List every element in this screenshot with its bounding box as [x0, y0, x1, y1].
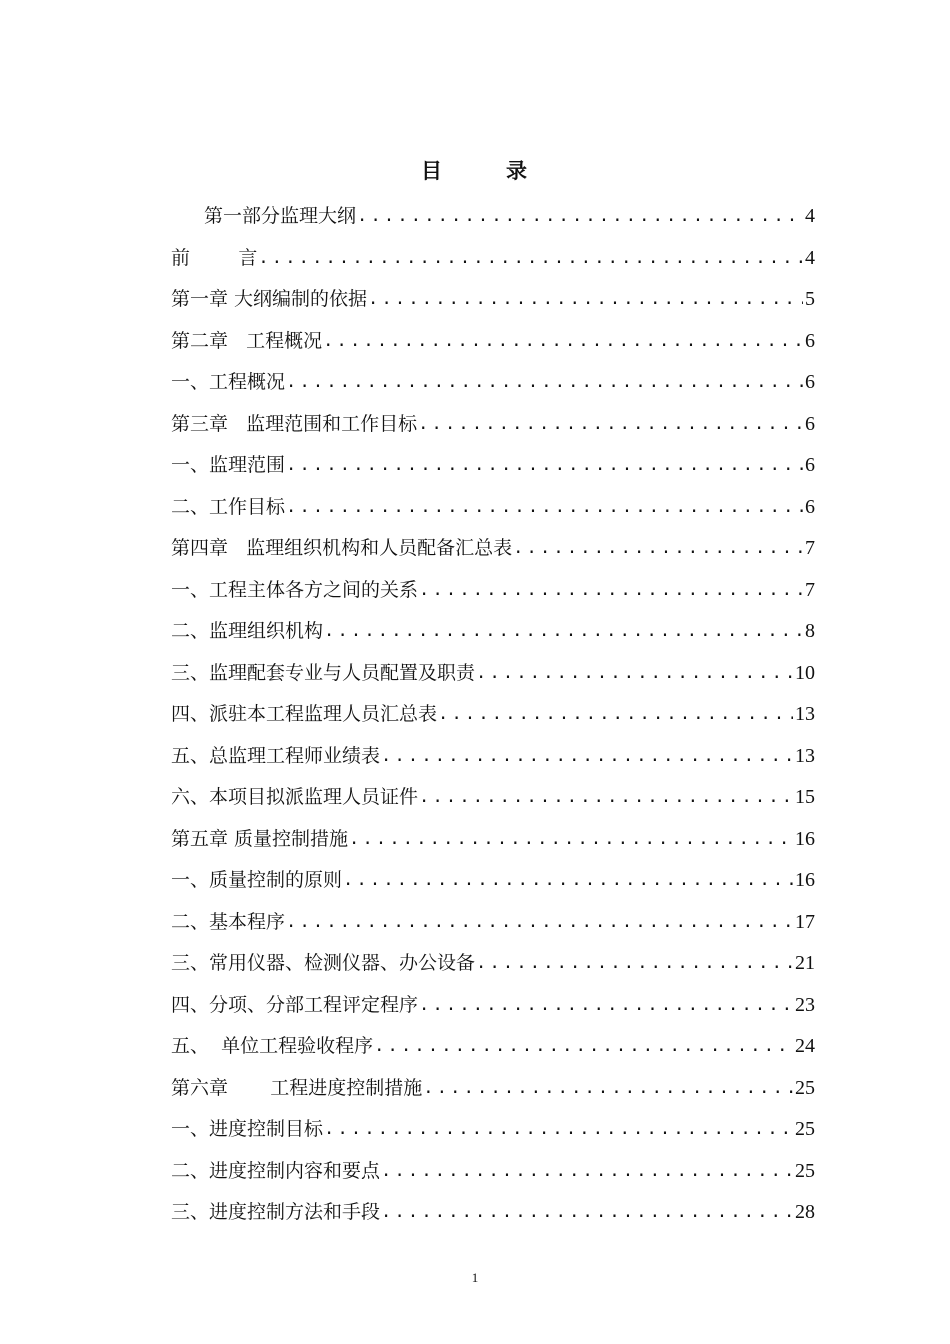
toc-entry[interactable] — [171, 860, 815, 902]
toc-entry[interactable] — [171, 404, 815, 446]
toc-entry-title: 一、工程概况 — [171, 371, 286, 393]
toc-entry-page-number: 4 — [805, 205, 815, 227]
toc-entry-page-number: 6 — [805, 371, 815, 393]
toc-entry[interactable] — [171, 1109, 815, 1151]
toc-entry-title: 三、常用仪器、检测仪器、办公设备 — [171, 952, 476, 974]
toc-entry-title: 六、本项目拟派监理人员证件 — [171, 786, 419, 808]
toc-entry-page-number: 6 — [805, 412, 815, 435]
toc-entry-page-number: 25 — [795, 1076, 815, 1099]
toc-entry-title: 一、工程主体各方之间的关系 — [171, 578, 419, 601]
toc-entry-page-number: 7 — [805, 537, 815, 559]
toc-dot-leader — [419, 985, 793, 1027]
toc-entry-title: 四、分项、分部工程评定程序 — [171, 993, 419, 1016]
toc-dot-leader — [258, 238, 803, 280]
toc-dot-leader — [381, 1192, 793, 1234]
toc-entry-page-number: 21 — [795, 952, 815, 974]
toc-entry-page-number: 28 — [795, 1201, 815, 1223]
toc-entry-title: 第一章 大纲编制的依据 — [171, 288, 368, 310]
toc-entry[interactable] — [171, 321, 815, 363]
toc-entry-page-number: 15 — [795, 786, 815, 808]
toc-entry[interactable] — [171, 694, 815, 736]
toc-entry-page-number: 6 — [805, 454, 815, 476]
toc-entry-title: 第二章 工程概况 — [171, 329, 323, 352]
toc-entry-title: 四、派驻本工程监理人员汇总表 — [171, 703, 438, 725]
toc-entry-page-number: 13 — [795, 744, 815, 767]
toc-dot-leader — [423, 1068, 793, 1110]
toc-dot-leader — [419, 777, 793, 819]
toc-entry-title: 一、进度控制目标 — [171, 1118, 324, 1140]
toc-entry[interactable] — [171, 1192, 815, 1234]
toc-entry-title: 第六章 工程进度控制措施 — [171, 1076, 423, 1099]
toc-entry[interactable] — [171, 570, 815, 612]
toc-dot-leader — [418, 404, 803, 446]
toc-entry[interactable] — [171, 1068, 815, 1110]
toc-entry-page-number: 24 — [795, 1035, 815, 1057]
toc-entry[interactable] — [171, 819, 815, 861]
toc-entry-title: 二、基本程序 — [171, 910, 286, 933]
toc-entry-title: 五、 单位工程验收程序 — [171, 1035, 374, 1057]
toc-entry[interactable] — [171, 445, 815, 487]
toc-entry-page-number: 13 — [795, 703, 815, 725]
toc-dot-leader — [286, 902, 793, 944]
toc-entry-title: 一、监理范围 — [171, 454, 286, 476]
toc-entry-title: 第四章 监理组织机构和人员配备汇总表 — [171, 537, 513, 559]
table-of-contents — [171, 196, 815, 1234]
toc-dot-leader — [323, 321, 803, 363]
toc-entry[interactable] — [171, 902, 815, 944]
toc-dot-leader — [286, 487, 803, 529]
toc-dot-leader — [286, 362, 803, 404]
toc-entry-page-number: 6 — [805, 495, 815, 518]
toc-entry-title: 第五章 质量控制措施 — [171, 827, 349, 850]
toc-entry-page-number: 16 — [795, 827, 815, 850]
toc-entry-title: 前 言 — [171, 246, 258, 269]
title-char-1: 目 — [421, 158, 444, 183]
toc-dot-leader — [357, 196, 803, 238]
toc-entry-title: 二、进度控制内容和要点 — [171, 1159, 381, 1182]
toc-entry-title: 第一部分监理大纲 — [204, 205, 357, 227]
toc-entry-page-number: 6 — [805, 329, 815, 352]
toc-entry[interactable] — [171, 943, 815, 985]
toc-entry[interactable] — [171, 528, 815, 570]
toc-entry[interactable] — [171, 1026, 815, 1068]
toc-entry-title: 二、监理组织机构 — [171, 620, 324, 642]
toc-entry-page-number: 7 — [805, 578, 815, 601]
toc-entry[interactable] — [171, 196, 815, 238]
toc-entry[interactable] — [171, 362, 815, 404]
toc-dot-leader — [324, 1109, 793, 1151]
toc-entry[interactable] — [171, 985, 815, 1027]
toc-entry-page-number: 10 — [795, 661, 815, 684]
toc-entry-title: 二、工作目标 — [171, 495, 286, 518]
page-title — [0, 155, 950, 185]
toc-entry[interactable] — [171, 487, 815, 529]
toc-entry-title: 一、质量控制的原则 — [171, 869, 343, 891]
toc-dot-leader — [419, 570, 803, 612]
toc-entry-page-number: 16 — [795, 869, 815, 891]
toc-entry[interactable] — [171, 611, 815, 653]
toc-entry[interactable] — [171, 736, 815, 778]
toc-entry[interactable] — [171, 777, 815, 819]
toc-entry[interactable] — [171, 1151, 815, 1193]
toc-dot-leader — [381, 736, 793, 778]
toc-dot-leader — [286, 445, 803, 487]
toc-entry-title: 五、总监理工程师业绩表 — [171, 744, 381, 767]
toc-dot-leader — [324, 611, 803, 653]
toc-dot-leader — [476, 653, 793, 695]
toc-dot-leader — [381, 1151, 793, 1193]
page-number: 1 — [471, 1270, 479, 1285]
toc-entry-title: 第三章 监理范围和工作目标 — [171, 412, 418, 435]
toc-dot-leader — [368, 279, 803, 321]
toc-dot-leader — [476, 943, 793, 985]
title-char-2: 录 — [506, 158, 529, 183]
toc-entry[interactable] — [171, 279, 815, 321]
toc-dot-leader — [343, 860, 793, 902]
toc-entry-page-number: 23 — [795, 993, 815, 1016]
toc-dot-leader — [349, 819, 793, 861]
toc-dot-leader — [513, 528, 803, 570]
toc-dot-leader — [374, 1026, 793, 1068]
toc-entry[interactable] — [171, 653, 815, 695]
toc-entry-title: 三、进度控制方法和手段 — [171, 1201, 381, 1223]
toc-entry-page-number: 25 — [795, 1118, 815, 1140]
toc-entry-title: 三、监理配套专业与人员配置及职责 — [171, 661, 476, 684]
toc-entry[interactable] — [171, 238, 815, 280]
toc-entry-page-number: 8 — [805, 620, 815, 642]
toc-entry-page-number: 25 — [795, 1159, 815, 1182]
toc-entry-page-number: 17 — [795, 910, 815, 933]
toc-entry-page-number: 5 — [805, 288, 815, 310]
toc-dot-leader — [438, 694, 793, 736]
toc-entry-page-number: 4 — [805, 246, 815, 269]
